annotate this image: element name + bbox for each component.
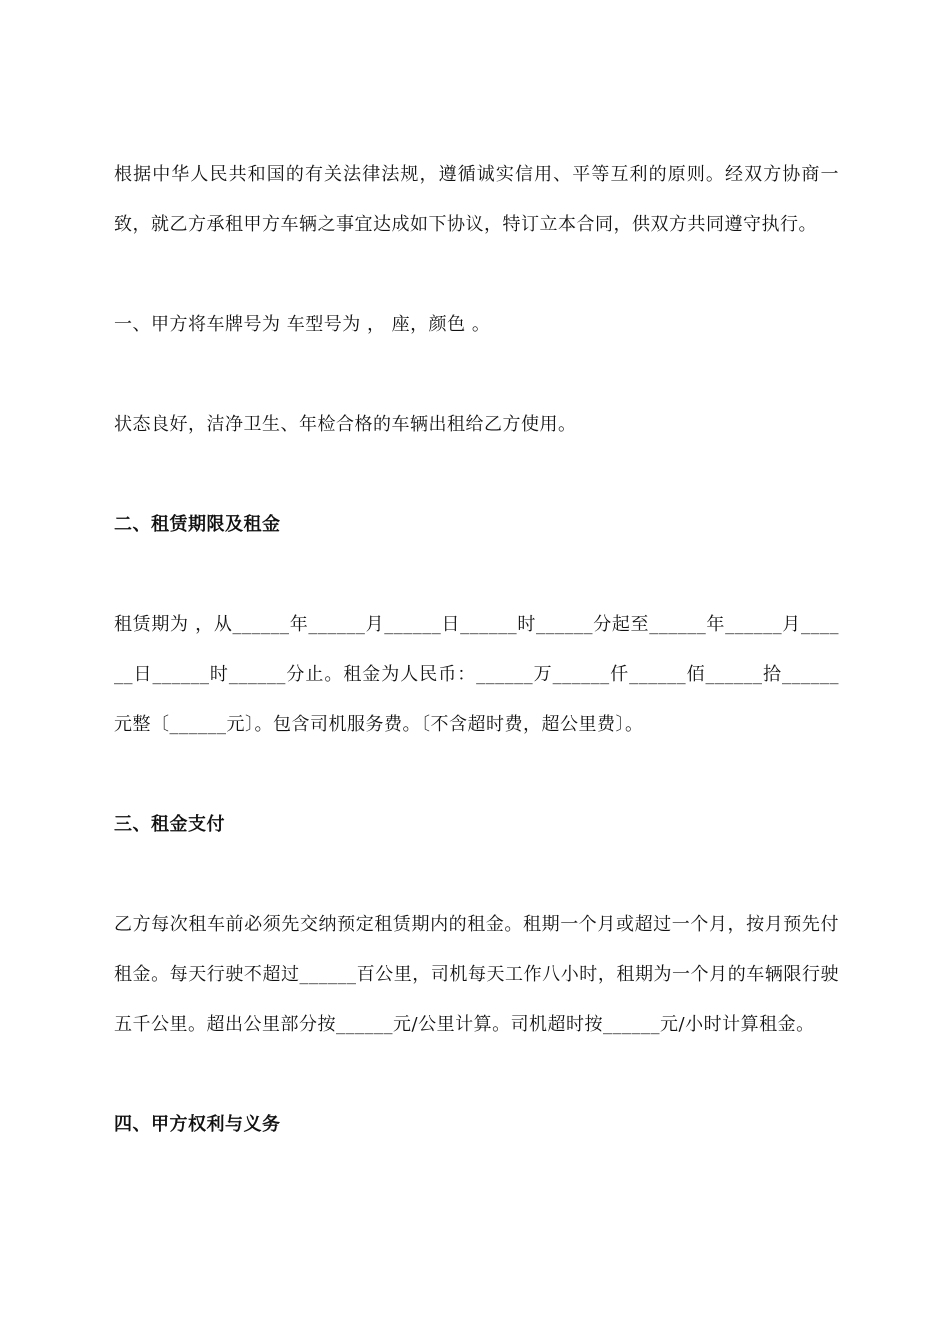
section-2-body: 租赁期为 ，从______年______月______日______时______分起至______年______月______日______时______分止。租金为人民币：______万______仟______佰______拾______元整〔______元〕。包含司机服务费。〔不含超时费，超公里费〕。: [114, 614, 839, 735]
section-2-heading: 二、租赁期限及租金: [114, 514, 281, 535]
clause-1-line-2: 状态良好，洁净卫生、年检合格的车辆出租给乙方使用。: [114, 414, 577, 435]
clause-1-line-1: 一、甲方将车牌号为 车型号为 ， 座，颜色 。: [114, 314, 491, 335]
section-3-body: 乙方每次租车前必须先交纳预定租赁期内的租金。租期一个月或超过一个月，按月预先付租金。每天行驶不超过______百公里，司机每天工作八小时，租期为一个月的车辆限行驶五千公里。超出公里部分按______元/公里计算。司机超时按______元/小时计算租金。: [114, 914, 839, 1035]
section-4-heading: 四、甲方权利与义务: [114, 1114, 281, 1135]
document-body: [114, 150, 839, 1200]
section-3-heading: 三、租金支付: [114, 814, 225, 835]
intro-paragraph: 根据中华人民共和国的有关法律法规，遵循诚实信用、平等互利的原则。经双方协商一致，就乙方承租甲方车辆之事宜达成如下协议，特订立本合同，供双方共同遵守执行。: [114, 164, 839, 235]
